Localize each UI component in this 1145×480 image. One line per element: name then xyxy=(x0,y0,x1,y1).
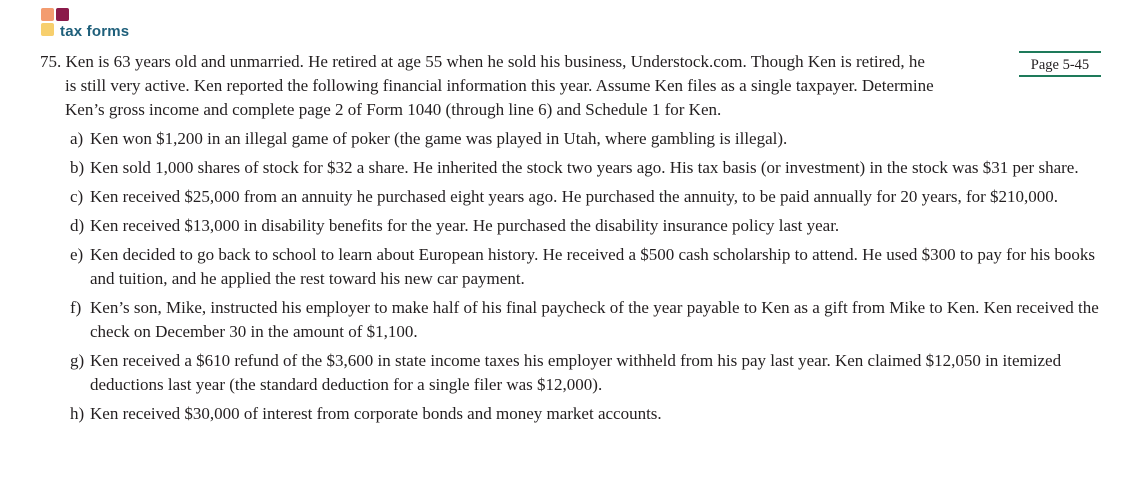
item-label: b) xyxy=(70,158,85,177)
problem-line-1 xyxy=(40,50,1015,74)
list-item xyxy=(70,156,1110,180)
logo-square-maroon xyxy=(56,8,69,21)
item-label: e) xyxy=(70,245,84,264)
problem-statement xyxy=(40,50,1015,122)
logo-square-yellow xyxy=(41,23,54,36)
logo-square-orange xyxy=(41,8,54,21)
list-item xyxy=(70,127,1110,151)
list-item xyxy=(70,402,1110,426)
problem-items-list xyxy=(70,127,1110,431)
list-item xyxy=(70,349,1110,397)
item-text: Ken received $25,000 from an annuity he purchased eight years ago. He purchased the annuity, to be paid annually for 20 years, for $210,000. xyxy=(90,187,1059,206)
item-label: d) xyxy=(70,216,85,235)
item-text: Ken received $13,000 in disability benefits for the year. He purchased the disability insurance policy last year. xyxy=(90,216,840,235)
list-item xyxy=(70,243,1110,291)
item-label: a) xyxy=(70,129,84,148)
item-label: h) xyxy=(70,404,85,423)
item-text: Ken received a $610 refund of the $3,600 in state income taxes his employer withheld from his pay last year. Ken claimed $12,050 in itemized deductions last year (the standard deduction for a single filer was $12,000). xyxy=(90,351,1062,394)
item-text: Ken received $30,000 of interest from corporate bonds and money market accounts. xyxy=(90,404,662,423)
problem-text-line-1: Ken is 63 years old and unmarried. He retired at age 55 when he sold his business, Understock.com. Though Ken is retired, he xyxy=(65,52,925,71)
item-label: c) xyxy=(70,187,84,206)
problem-text-line-2: is still very active. Ken reported the following financial information this year. Assume Ken files as a single taxpayer. Determine xyxy=(65,76,934,95)
item-text: Ken won $1,200 in an illegal game of poker (the game was played in Utah, where gambling is illegal). xyxy=(90,129,788,148)
page-reference: Page 5-45 xyxy=(1019,51,1101,77)
list-item xyxy=(70,185,1110,209)
list-item xyxy=(70,296,1110,344)
problem-number: 75. xyxy=(40,52,62,71)
problem-text-line-3: Ken’s gross income and complete page 2 of Form 1040 (through line 6) and Schedule 1 for Ken. xyxy=(65,100,722,119)
item-text: Ken decided to go back to school to learn about European history. He received a $500 cash scholarship to attend. He used $300 to pay for his books and tuition, and he applied the rest toward his new car payment. xyxy=(90,245,1095,288)
item-text: Ken’s son, Mike, instructed his employer to make half of his final paycheck of the year payable to Ken as a gift from Mike to Ken. Ken received the check on December 30 in the amount of $1,100. xyxy=(90,298,1099,341)
item-label: f) xyxy=(70,298,82,317)
item-text: Ken sold 1,000 shares of stock for $32 a share. He inherited the stock two years ago. His tax basis (or investment) in the stock was $31 per share. xyxy=(90,158,1079,177)
list-item xyxy=(70,214,1110,238)
tax-forms-label: tax forms xyxy=(60,23,130,40)
item-label: g) xyxy=(70,351,85,370)
